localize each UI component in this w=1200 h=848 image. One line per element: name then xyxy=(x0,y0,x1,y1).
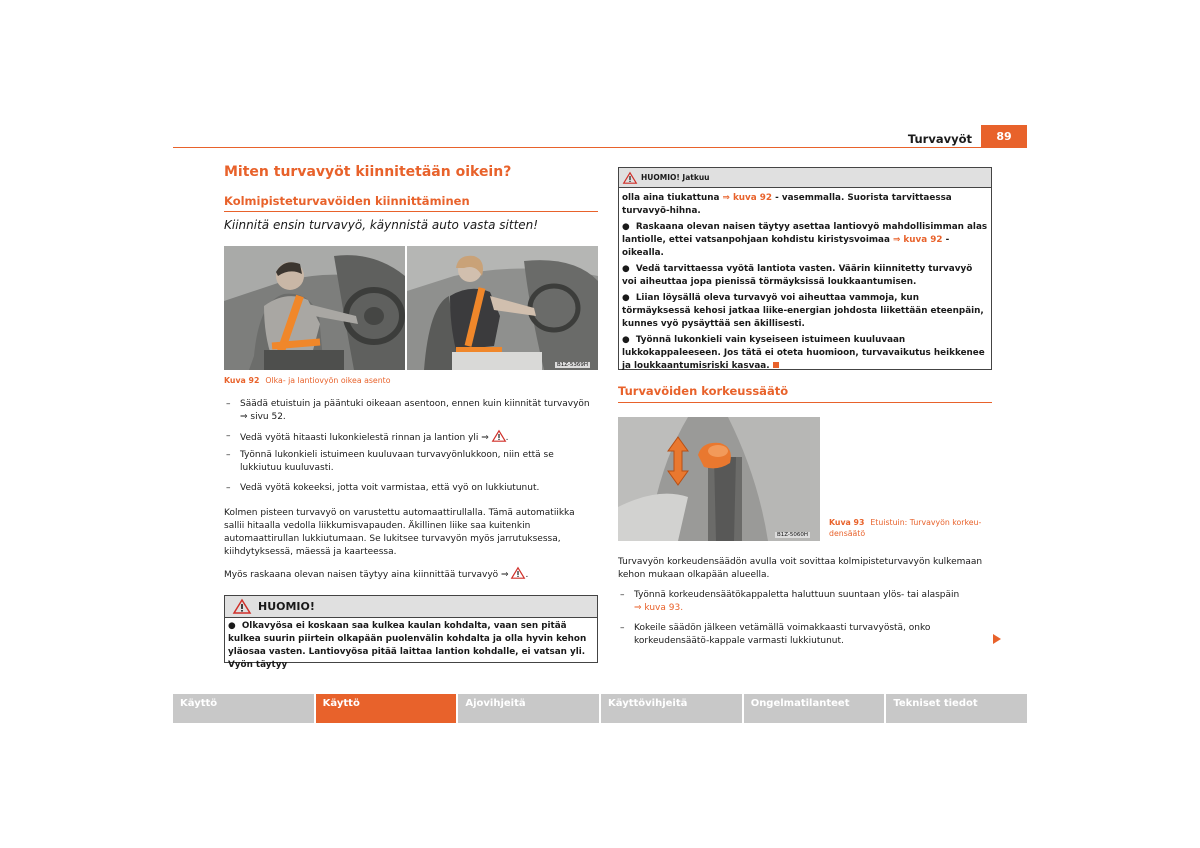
figure-93-belt-height-adjuster xyxy=(618,417,820,541)
figure-link[interactable]: ⇒ kuva 92 xyxy=(722,193,773,203)
warning-paragraph: olla aina tiukattuna ⇒ kuva 92 - vasemmalla. Suorista tarvittaessa turvavyö-hihna. xyxy=(622,193,952,216)
paragraph-automatic-retractor: Kolmen pisteen turvavyö on varustettu automaattirullalla. Tämä automatiikka sallii hitaalla vedolla liikkumisvapauden. Äkillinen liike saa kuitenkin automaattirullan lukkiutumaan. Se lukitsee turvavyön myös jarrutuksessa, kiihdytyksessä, mäessä ja kaarteessa. xyxy=(224,508,575,557)
nav-tab-tekniset-tiedot[interactable]: Tekniset tiedot xyxy=(886,694,1027,723)
section-title: Turvavyöt xyxy=(907,132,972,146)
figure-link[interactable]: ⇒ kuva 93. xyxy=(634,603,684,613)
nav-tab-ajovihjeita[interactable]: Ajovihjeitä xyxy=(458,694,599,723)
intro-text: Kiinnitä ensin turvavyö, käynnistä auto vasta sitten! xyxy=(224,218,539,232)
height-adjust-paragraph: Turvavyön korkeudensäädön avulla voit sovittaa kolmipisteturvavyön kulkemaan kehon mukaan olkapään alueella. xyxy=(618,557,983,580)
figure-93-caption xyxy=(829,517,999,539)
figure-93-illustration xyxy=(618,417,820,541)
page-number: 89 xyxy=(981,125,1027,148)
warning-paragraph: ● Liian löysällä oleva turvavyö voi aiheuttaa vammoja, kun törmäyksessä kehosi jatkaa liike-energian johdosta liikettään eteenpäin, kunnes vyö pysäyttää sen äkillisesti. xyxy=(622,293,984,329)
step-item: – Vedä vyötä hitaasti lukonkielestä rinnan ja lantion yli ⇒ . xyxy=(226,431,509,443)
warning-triangle-icon xyxy=(233,599,251,614)
figure-93-code: B1Z-5060H xyxy=(776,532,808,538)
figure-92-caption-text: Olka- ja lantiovyön oikea asento xyxy=(265,376,391,385)
page-heading: Miten turvavyöt kiinnitetään oikein? xyxy=(224,164,512,180)
header-rule xyxy=(173,147,1026,148)
warning-paragraph: ● Vedä tarvittaessa vyötä lantiota vasten. Väärin kiinnitetty turvavyö voi aiheuttaa jopa pienissä törmäyksissä loukkaantumisen. xyxy=(622,264,973,287)
warning-continued-text xyxy=(622,192,988,376)
warning-triangle-icon[interactable] xyxy=(511,567,525,579)
height-adjust-heading: Turvavöiden korkeussäätö xyxy=(618,384,789,398)
height-adjust-rule xyxy=(618,402,992,403)
nav-tab-kayttovihjeita[interactable]: Käyttövihjeitä xyxy=(601,694,742,723)
warning-paragraph: ● Työnnä lukonkieli vain kyseiseen istuimeen kuuluvaan lukkokappaleeseen. Jos tätä ei oteta huomioon, turvavaikutus heikkenee ja loukkaantumisriski kasvaa. xyxy=(622,335,985,371)
warning-text: ● Olkavyösa ei koskaan saa kulkea kaulan kohdalta, vaan sen pitää kulkea suurin piirtein olkapään puolenvälin kohdalta ja olla hyvin kehon yläosaa vasten. Lantiovyösa pitää laittaa lantion kohdalle, ei vatsan yli. Vyön täytyy xyxy=(228,621,587,670)
subheading-rule xyxy=(224,211,598,212)
figure-link[interactable]: ⇒ kuva 92 xyxy=(892,235,943,245)
warning-continued-title: HUOMIO! Jatkuu xyxy=(641,173,710,182)
paragraph-pregnant: Myös raskaana olevan naisen täytyy aina kiinnittää turvavyö ⇒ . xyxy=(224,567,596,582)
nav-tab-ongelmatilanteet[interactable]: Ongelmatilanteet xyxy=(744,694,885,723)
warning-triangle-icon[interactable] xyxy=(492,430,506,442)
figure-92-illustration xyxy=(224,246,598,370)
footer-nav xyxy=(173,694,1027,723)
figure-92-seatbelt-positions xyxy=(224,246,598,370)
subheading: Kolmipisteturvavöiden kiinnittäminen xyxy=(224,194,470,208)
page-link[interactable]: ⇒ sivu 52. xyxy=(240,412,286,422)
warning-box xyxy=(224,595,598,670)
warning-title: HUOMIO! xyxy=(258,600,315,613)
next-page-arrow-icon[interactable] xyxy=(993,634,1001,644)
figure-92-label: Kuva 92 xyxy=(224,376,260,385)
nav-tab-kaytto[interactable]: Käyttö xyxy=(173,694,314,723)
end-of-section-square-icon xyxy=(773,362,779,368)
warning-continued-header xyxy=(619,168,991,188)
step-item: – Säädä etuistuin ja pääntuki oikeaan asentoon, ennen kuin kiinnität turvavyön ⇒ sivu 52. xyxy=(226,399,590,422)
figure-93-caption-text: Etuistuin: Turvavyön korkeu-densäätö xyxy=(829,518,982,538)
nav-tab-kaytto-active[interactable]: Käyttö xyxy=(316,694,457,723)
step-item: – Työnnä korkeudensäätökappaletta haluttuun suuntaan ylös- tai alaspäin ⇒ kuva 93. xyxy=(620,590,960,613)
warning-paragraph: ● Raskaana olevan naisen täytyy asettaa lantiovyö mahdollisimman alas lantiolle, ettei vatsanpohjaan kohdistu kiristysvoimaa ⇒ kuva 92 - oikealla. xyxy=(622,222,988,258)
warning-continued-box xyxy=(618,167,992,370)
warning-triangle-icon xyxy=(623,172,637,184)
warning-box-header xyxy=(225,596,597,618)
figure-92-caption xyxy=(224,376,390,385)
step-item: – Työnnä lukonkieli istuimeen kuuluvaan turvavyönlukkoon, niin että se lukkiutuu kuuluvasti. xyxy=(226,450,554,473)
figure-93-label: Kuva 93 xyxy=(829,518,865,527)
figure-92-code: B1Z-5369H xyxy=(556,362,588,368)
step-item: – Vedä vyötä kokeeksi, jotta voit varmistaa, että vyö on lukkiutunut. xyxy=(226,483,540,493)
step-item: – Kokeile säädön jälkeen vetämällä voimakkaasti turvavyöstä, onko korkeudensäätö-kappale varmasti lukkiutunut. xyxy=(620,623,931,646)
